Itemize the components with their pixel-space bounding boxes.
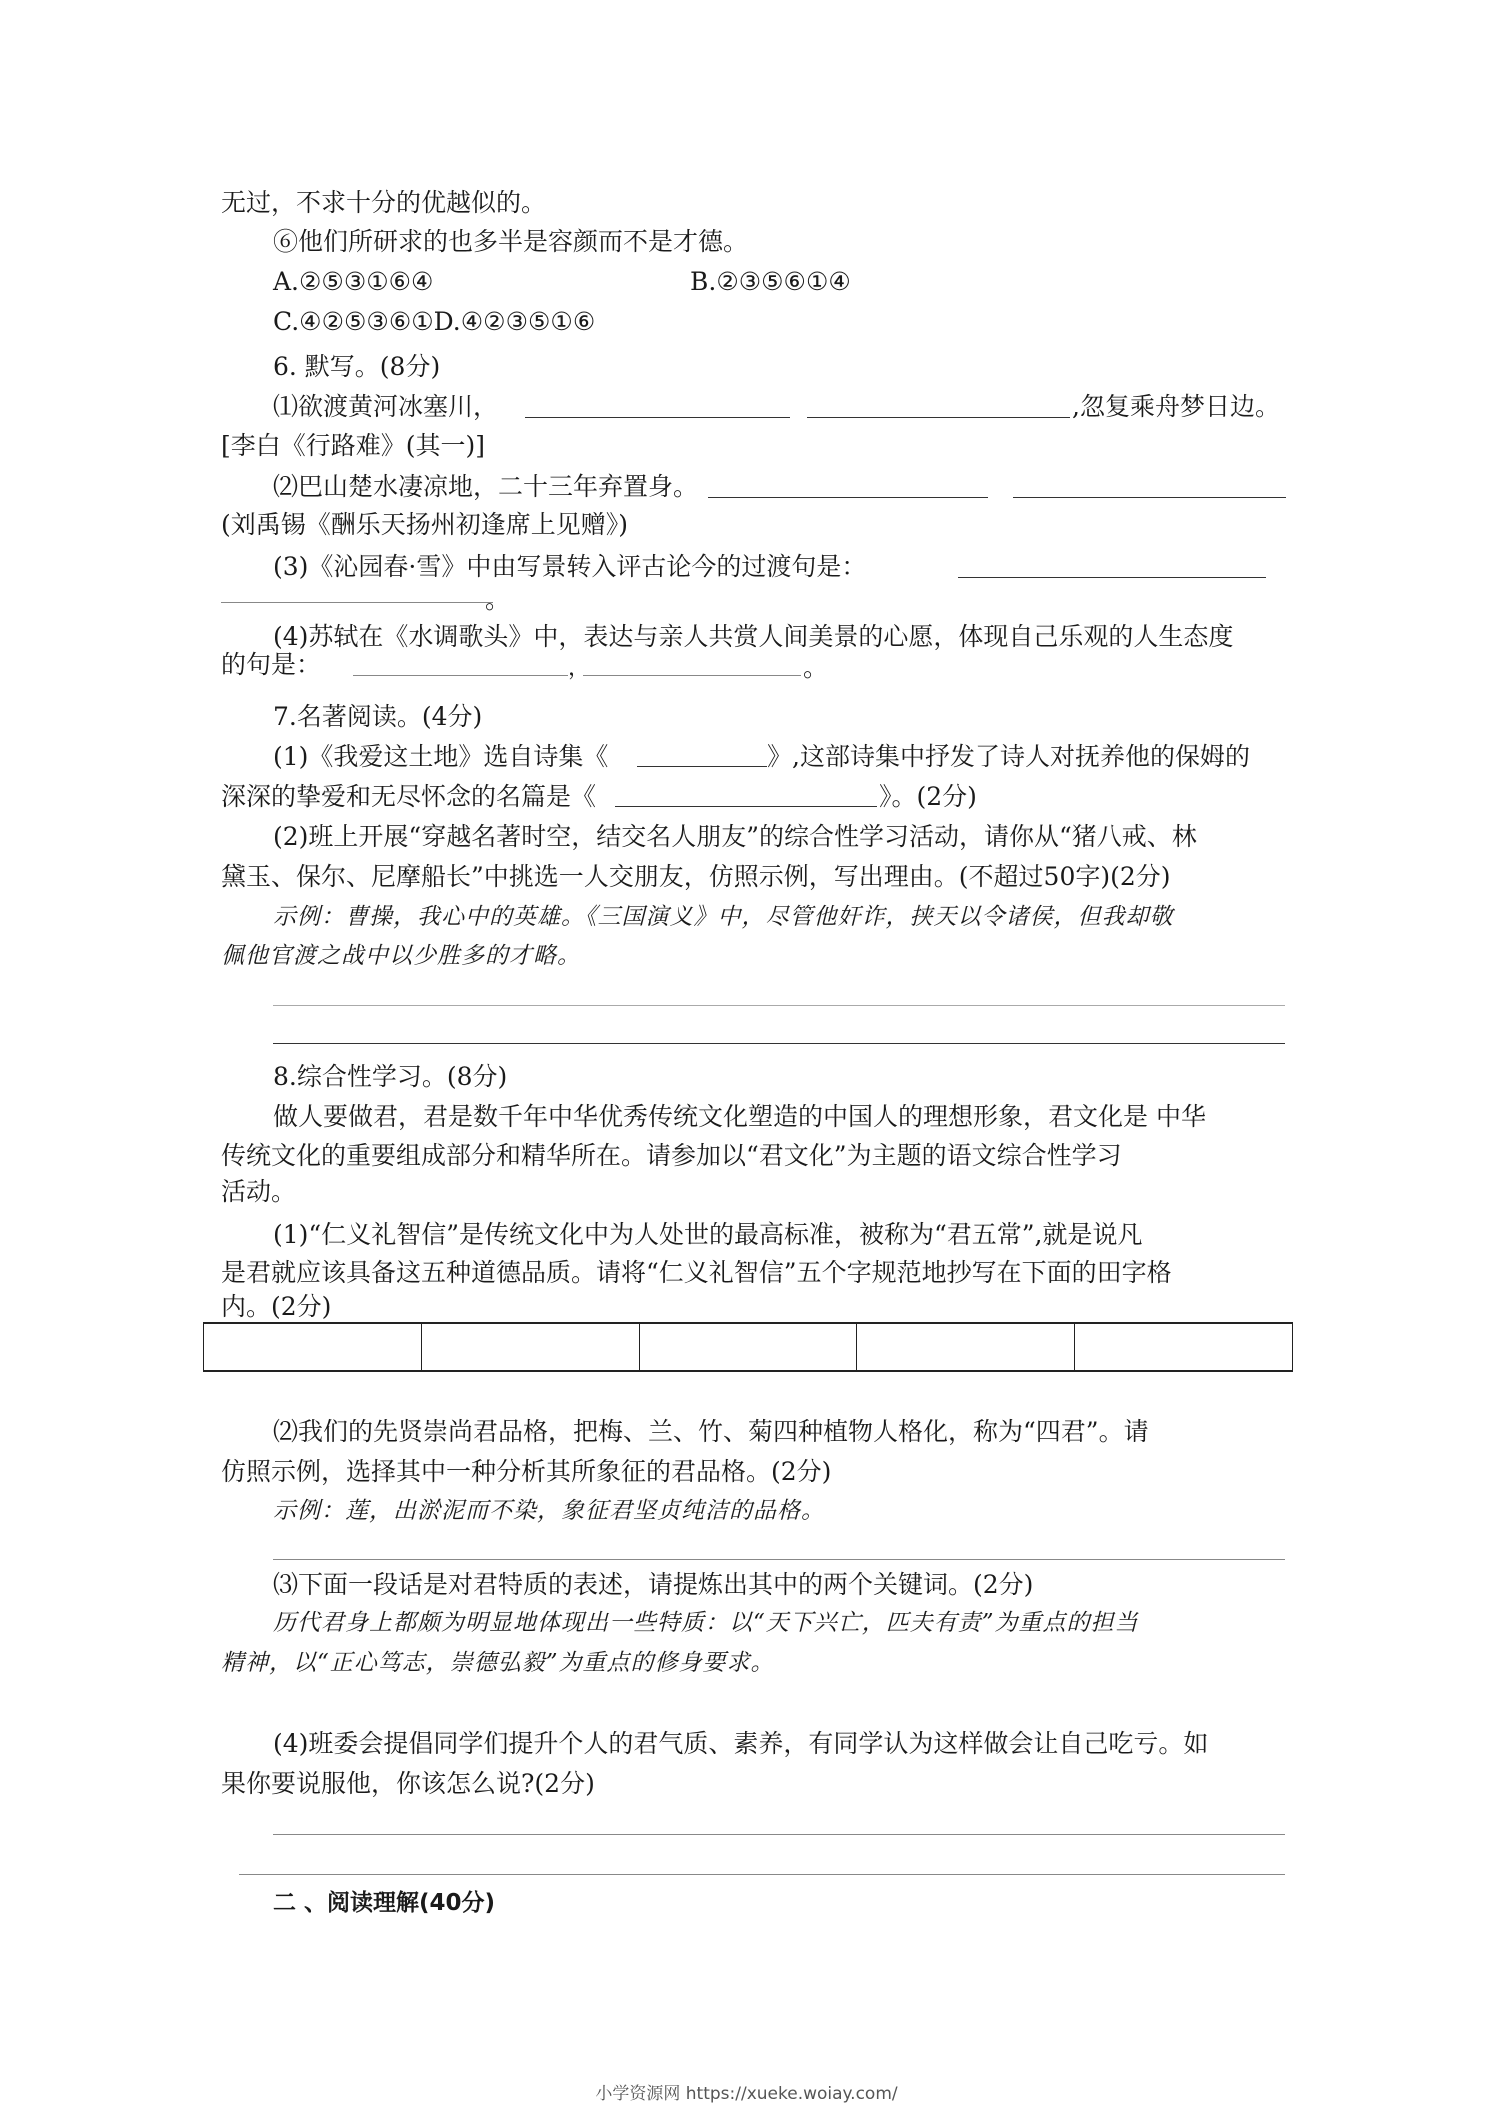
- tianzige-grid: [203, 1322, 1293, 1372]
- q8-p1-line2: 是君就应该具备这五种道德品质。请将“仁义礼智信”五个字规范地抄写在下面的田字格: [221, 1258, 1172, 1287]
- q5-option-cd: C.④②⑤③⑥①D.④②③⑤①⑥: [273, 307, 596, 336]
- q6-s3-blank-a[interactable]: [958, 577, 1266, 578]
- section-2-title: 二 、阅读理解(40分): [273, 1890, 496, 1916]
- q8-intro-line1: 做人要做君，君是数千年中华优秀传统文化塑造的中国人的理想形象，君文化是 中华: [273, 1102, 1206, 1131]
- q6-s2-source: (刘禹锡《酬乐天扬州初逢席上见赠》): [221, 510, 629, 539]
- q7-p2-line2: 黛玉、保尔、尼摩船长”中挑选一人交朋友，仿照示例，写出理由。(不超过50字)(2分): [221, 862, 1171, 891]
- q8-intro-line3: 活动。: [221, 1177, 297, 1206]
- q8-title: 8.综合性学习。(8分): [273, 1062, 508, 1091]
- q5-continuation: 无过，不求十分的优越似的。: [221, 188, 547, 217]
- q6-s4-blank-a[interactable]: [353, 675, 568, 676]
- q8-p2-answer-line[interactable]: [273, 1559, 1285, 1560]
- q8-p4-answer-line-2[interactable]: [239, 1874, 1285, 1875]
- q8-p3-quote-line1: 历代君身上都颇为明显地体现出一些特质：以“天下兴亡，匹夫有责”为重点的担当: [273, 1610, 1139, 1636]
- q7-p1-blank-b[interactable]: [615, 806, 877, 807]
- q7-answer-line-2[interactable]: [273, 1043, 1285, 1044]
- q7-p1-blank-a[interactable]: [637, 766, 767, 767]
- q8-p2-example: 示例：莲，出淤泥而不染，象征君坚贞纯洁的品格。: [273, 1498, 825, 1524]
- q6-title: 6. 默写。(8分): [273, 352, 441, 381]
- q7-p1-a: (1)《我爱这土地》选自诗集《: [273, 742, 609, 771]
- q8-p1-line3: 内。(2分): [221, 1292, 332, 1321]
- q6-s2: ⑵巴山楚水凄凉地，二十三年弃置身。: [273, 472, 699, 501]
- q6-s1-blank-a[interactable]: [525, 417, 790, 418]
- q6-s4-comma: ，: [568, 656, 591, 681]
- tianzige-cell[interactable]: [639, 1324, 857, 1370]
- q7-answer-line-1[interactable]: [273, 1005, 1285, 1006]
- q6-s4-blank-b[interactable]: [583, 675, 801, 676]
- q5-option-b: B.②③⑤⑥①④: [690, 267, 851, 296]
- q8-p4-line2: 果你要说服他，你该怎么说?(2分): [221, 1769, 595, 1798]
- q6-s3: (3)《沁园春·雪》中由写景转入评古论今的过渡句是：: [273, 552, 867, 581]
- tianzige-cell[interactable]: [1074, 1324, 1293, 1370]
- q8-p3-line1: ⑶下面一段话是对君特质的表述，请提炼出其中的两个关键词。(2分): [273, 1570, 1034, 1599]
- q8-p4-line1: (4)班委会提倡同学们提升个人的君气质、素养，有同学认为这样做会让自己吃亏。如: [273, 1729, 1209, 1758]
- q6-s4-line1: (4)苏轼在《水调歌头》中，表达与亲人共赏人间美景的心愿，体现自己乐观的人生态度: [273, 622, 1234, 651]
- q6-s1-prefix: ⑴欲渡黄河冰塞川，: [273, 392, 499, 421]
- q7-p1-c: 深深的挚爱和无尽怀念的名篇是《: [221, 782, 597, 811]
- tianzige-cell[interactable]: [203, 1324, 421, 1370]
- q6-s1: [273, 390, 498, 424]
- q8-intro-line2: 传统文化的重要组成部分和精华所在。请参加以“君文化”为主题的语文综合性学习: [221, 1141, 1122, 1170]
- q7-p1-d: 》。(2分): [879, 782, 977, 811]
- q7-example-line1: 示例：曹操，我心中的英雄。《三国演义》中，尽管他奸诈，挟天以令诸侯，但我却敬: [273, 904, 1174, 930]
- q6-s4-period: 。: [803, 653, 829, 682]
- tianzige-cell[interactable]: [856, 1324, 1074, 1370]
- q8-p2-line1: ⑵我们的先贤崇尚君品格，把梅、兰、竹、菊四种植物人格化，称为“四君”。请: [273, 1417, 1149, 1446]
- q7-title: 7.名著阅读。(4分): [273, 702, 483, 731]
- q5-option-a: A.②⑤③①⑥④: [273, 267, 434, 296]
- q8-p4-answer-line-1[interactable]: [273, 1834, 1285, 1835]
- q6-s2-blank-b[interactable]: [1013, 497, 1286, 498]
- q8-p1-line1: (1)“仁义礼智信”是传统文化中为人处世的最高标准，被称为“君五常”,就是说凡: [273, 1220, 1143, 1249]
- q7-p2-line1: (2)班上开展“穿越名著时空，结交名人朋友”的综合性学习活动，请你从“猪八戒、林: [273, 822, 1197, 851]
- q8-p2-line2: 仿照示例，选择其中一种分析其所象征的君品格。(2分): [221, 1457, 832, 1486]
- q6-s3-blank-b[interactable]: [221, 602, 493, 603]
- q6-s1-source: [李白《行路难》(其一)]: [221, 431, 486, 460]
- q7-example-line2: 佩他官渡之战中以少胜多的才略。: [221, 943, 581, 969]
- q6-s3-period: 。: [485, 585, 511, 614]
- q6-s2-blank-a[interactable]: [708, 497, 988, 498]
- q7-p1-b: 》,这部诗集中抒发了诗人对抚养他的保姆的: [767, 742, 1250, 771]
- tianzige-cell[interactable]: [421, 1324, 639, 1370]
- q6-s1-suffix: ,忽复乘舟梦日边。: [1072, 392, 1280, 421]
- q6-s1-blank-b[interactable]: [807, 417, 1070, 418]
- q5-item-6: ⑥他们所研求的也多半是容颜而不是才德。: [273, 227, 749, 256]
- q8-p3-quote-line2: 精神，以“正心笃志，崇德弘毅”为重点的修身要求。: [221, 1650, 775, 1676]
- footer-watermark: 小学资源网 https://xueke.woiay.com/: [595, 2084, 898, 2104]
- q6-s4-prefix: 的句是：: [221, 650, 322, 679]
